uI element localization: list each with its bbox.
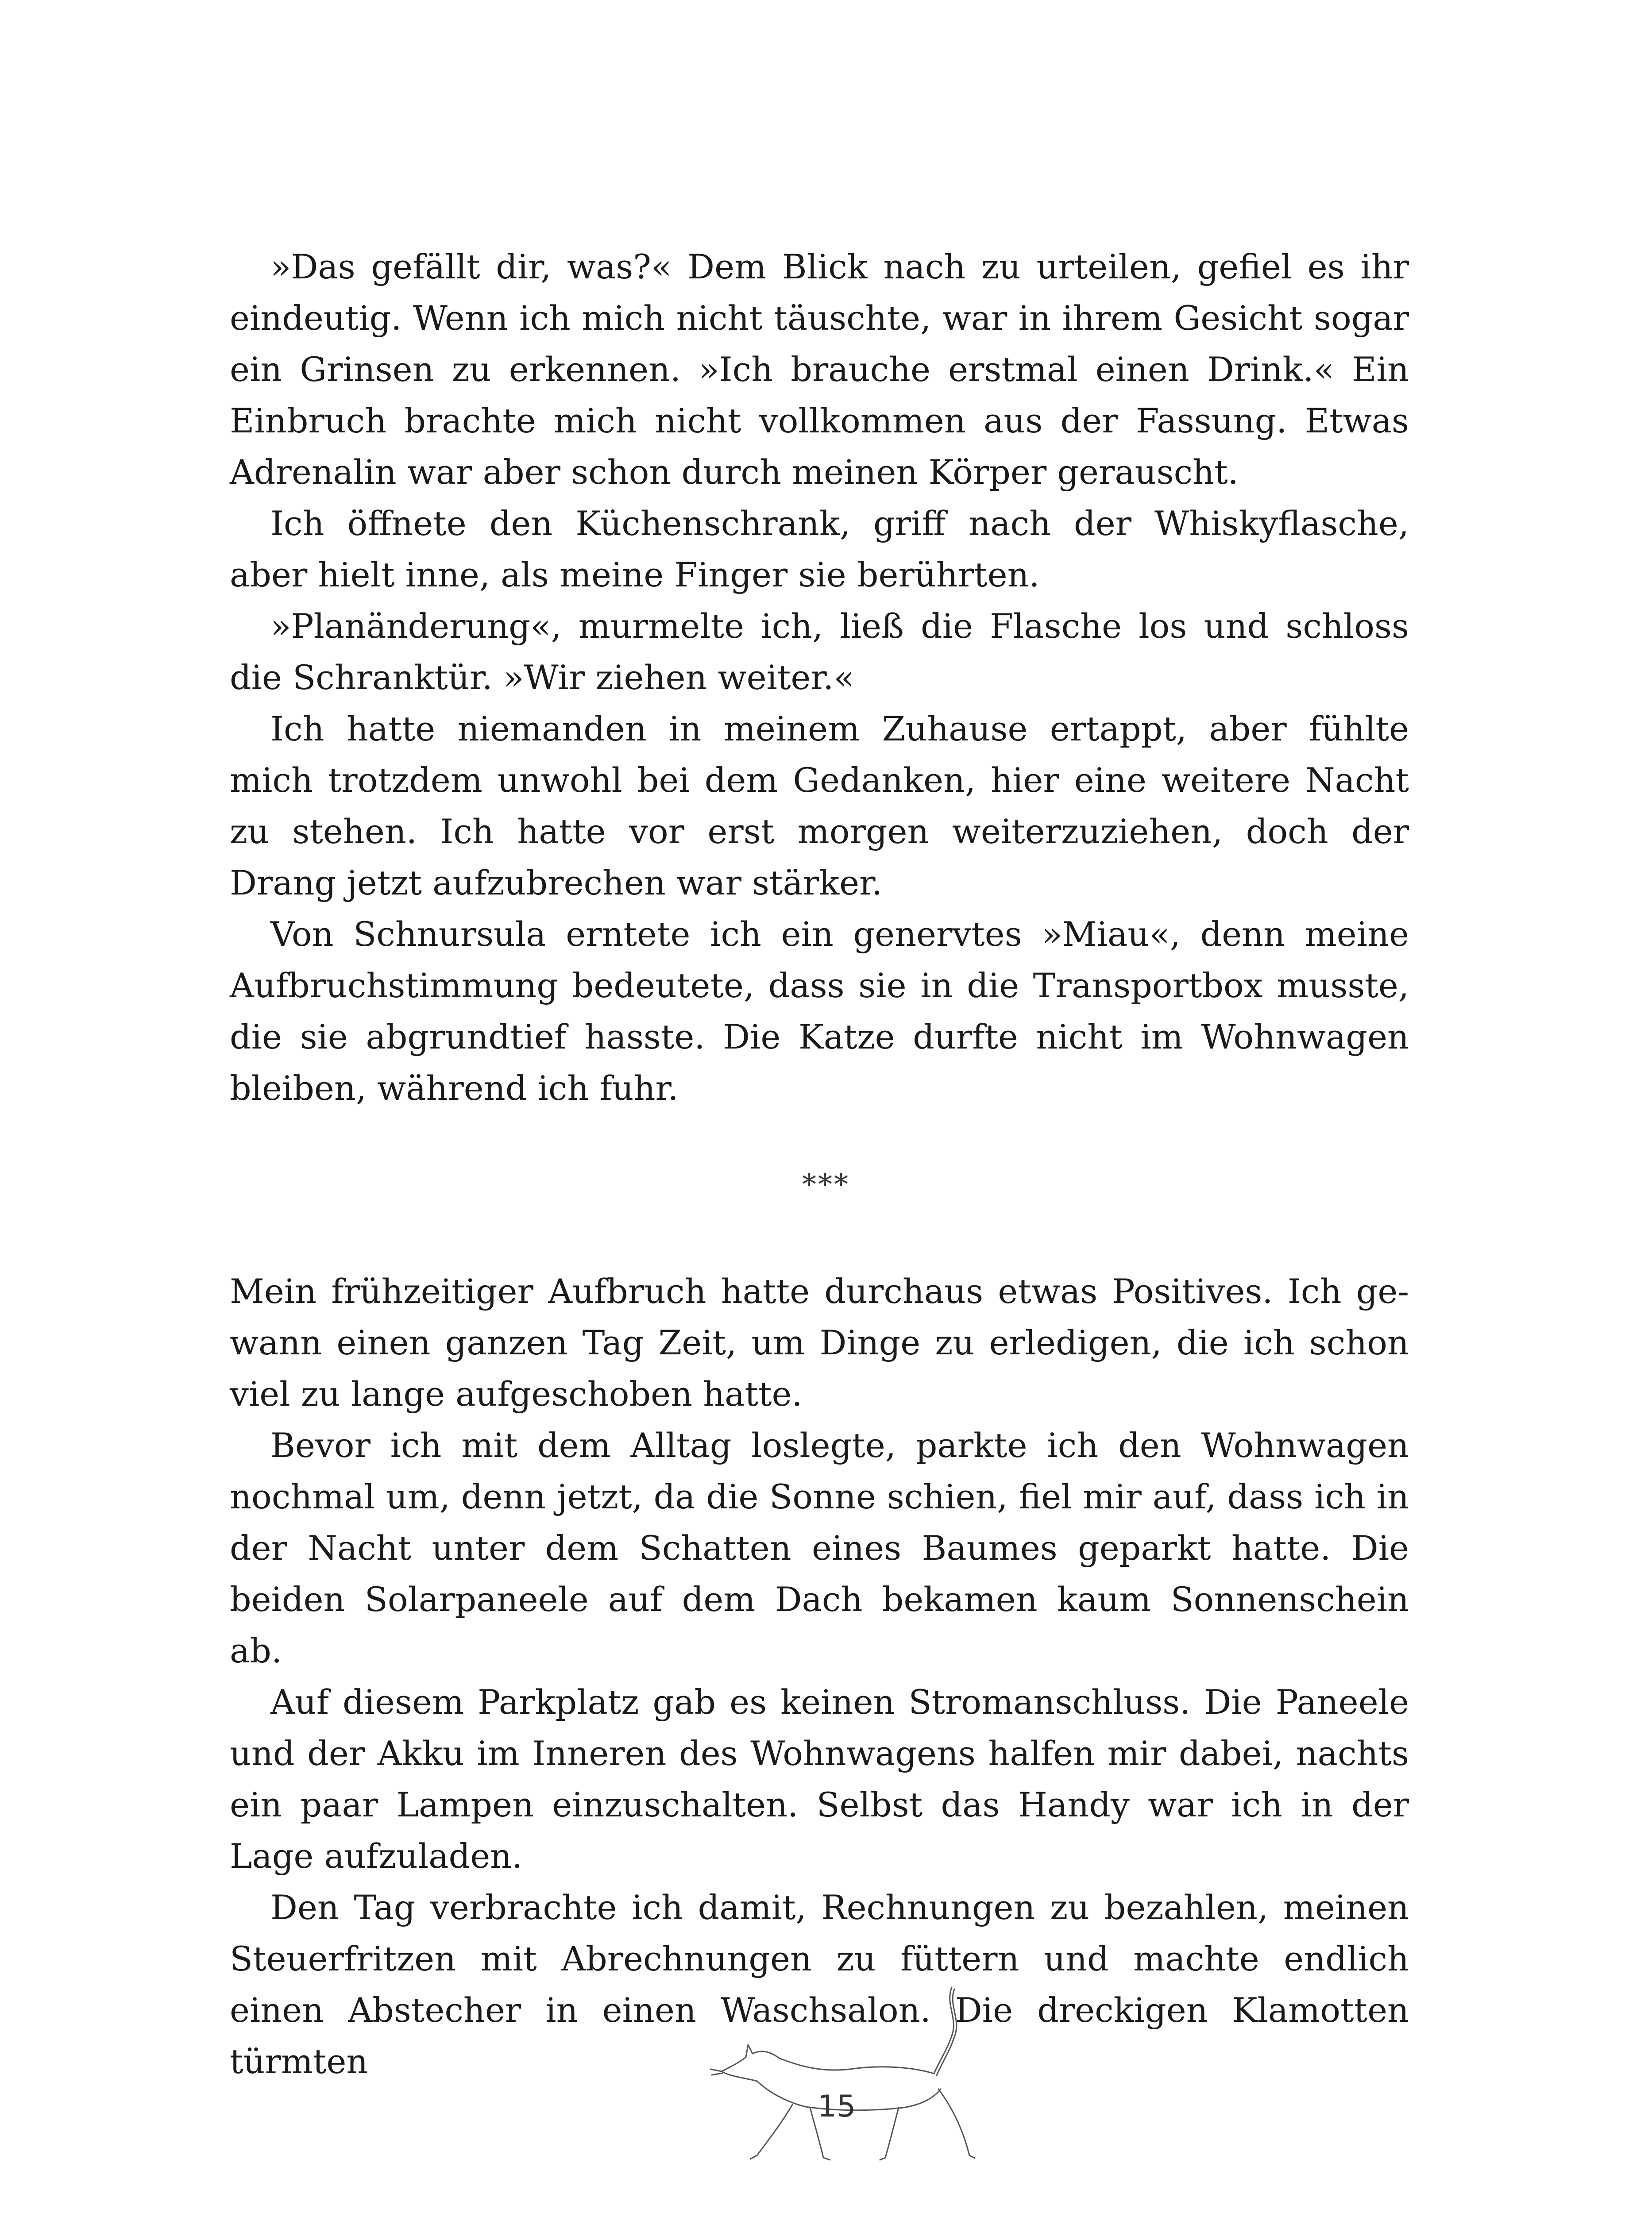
- paragraph: Bevor ich mit dem Alltag loslegte, parkte ich den Wohnwagen nochmal um, denn jetzt, da die Sonne schien, fiel mir auf, dass ich in der Nacht unter dem Schatten eines Baumes geparkt hatte. Die beiden Solarpaneele auf dem Dach bekamen kaum Sonnenschein ab.: [230, 1426, 1409, 1670]
- paragraph: »Planänderung«, murmelte ich, ließ die Flasche los und schloss die Schranktür. »Wir ziehen weiter.«: [230, 606, 1409, 697]
- paragraph: Ich hatte niemanden in meinem Zuhause ertappt, aber fühlte mich trotzdem unwohl bei dem Gedanken, hier eine weitere Nacht zu stehen. Ich hatte vor erst morgen weiterzuziehen, doch der Drang jetzt aufzubrechen war stärker.: [230, 709, 1409, 902]
- text-section-1: [230, 241, 1409, 1114]
- paragraph: »Das gefällt dir, was?« Dem Blick nach zu urteilen, gefiel es ihr eindeutig. Wenn ich mich nicht täuschte, war in ihrem Gesicht sogar ein Grinsen zu erkennen. »Ich brauche erstmal einen Drink.« Ein Einbruch brachte mich nicht vollkommen aus der Fassung. Etwas Adrenalin war aber schon durch meinen Körper gerauscht.: [230, 247, 1409, 492]
- paragraph: Den Tag verbrachte ich damit, Rechnungen zu bezahlen, meinen Steuerfritzen mit Abrechnungen zu füttern und machte endlich einen Abstecher in einen Waschsalon. Die dreckigen Klamotten türmten: [230, 1888, 1409, 2081]
- paragraph: Ich öffnete den Küchenschrank, griff nach der Whiskyflasche, aber hielt inne, als meine Finger sie berührten.: [230, 504, 1409, 594]
- walking-cat-icon: [704, 1978, 987, 2173]
- paragraph: Von Schnursula erntete ich ein genervtes »Miau«, denn meine Aufbruchstimmung bedeutete, dass sie in die Transportbox musste, die sie abgrundtief hasste. Die Katze durfte nicht im Wohnwagen bleiben, während ich fuhr.: [230, 914, 1409, 1108]
- text-section-2: [230, 1266, 1409, 2087]
- paragraph: Mein frühzeitiger Aufbruch hatte durchaus etwas Positives. Ich gewann einen ganzen Tag Zeit, um Dinge zu erledigen, die ich schon viel zu lange aufgeschoben hatte.: [230, 1272, 1409, 1414]
- page-number: 15: [817, 2089, 856, 2124]
- section-separator: ***: [802, 1168, 850, 1201]
- paragraph: Auf diesem Parkplatz gab es keinen Stromanschluss. Die Paneele und der Akku im Inneren des Wohnwagens halfen mir dabei, nachts ein paar Lampen einzuschalten. Selbst das Handy war ich in der Lage aufzuladen.: [230, 1682, 1409, 1876]
